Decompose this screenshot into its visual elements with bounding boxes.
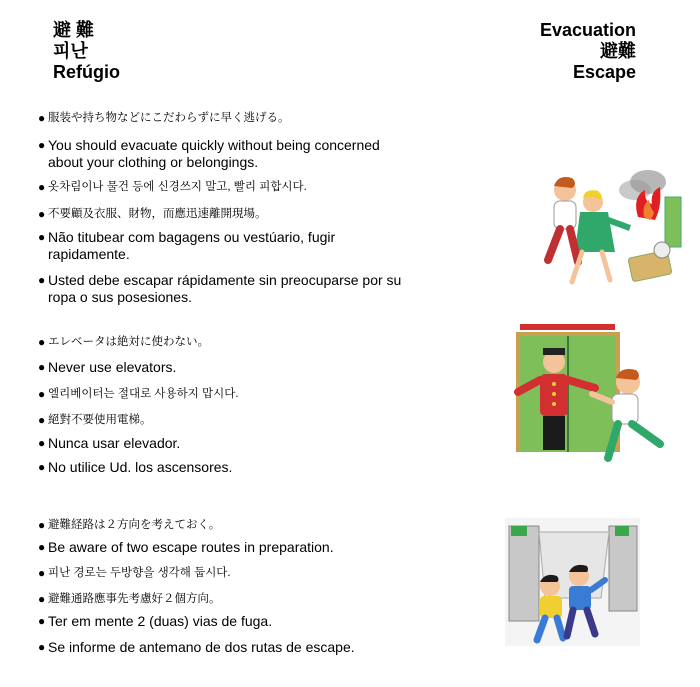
list-item: ● 避難経路は２方向を考えておく。 [38, 518, 221, 532]
list-item: ● 避難通路應事先考慮好２個方向。 [38, 592, 221, 606]
escape-routes-illustration [505, 518, 640, 646]
flee-fire-illustration [520, 162, 690, 292]
list-item: ● You should evacuate quickly without being concerned about your clothing or belongings. [38, 137, 380, 170]
list-item: ● Se informe de antemano de dos rutas de escape. [38, 639, 355, 655]
list-item: ● Não titubear com bagagens ou vestúario, fugir rapidamente. [38, 229, 336, 262]
list-item: ● 피난 경로는 두방향을 생각해 둡시다. [38, 566, 231, 580]
list-item: ● 絕對不要使用電梯。 [38, 413, 152, 427]
elevator-illustration [500, 322, 685, 467]
list-item: ● Ter em mente 2 (duas) vias de fuga. [38, 613, 273, 629]
title-kanji-left: 避 難 [53, 20, 95, 40]
title-english: Evacuation [539, 20, 636, 40]
list-item: ● No utilice Ud. los ascensores. [38, 459, 233, 475]
list-item: ● 엘리베이터는 절대로 사용하지 맙시다. [38, 387, 239, 401]
list-item: ● 服装や持ち物などにこだわらずに早く逃げる。 [38, 111, 290, 125]
list-item: ● Never use elevators. [38, 359, 177, 375]
header-left [53, 20, 120, 83]
list-item: ● Usted debe escapar rápidamente sin preocuparse por su ropa o sus posesiones. [38, 272, 402, 305]
list-item: ● Be aware of two escape routes in preparation. [38, 539, 334, 555]
header-right [540, 20, 636, 83]
title-portuguese: Refúgio [53, 62, 120, 82]
list-item: ● 옷차림이나 물건 등에 신경쓰지 말고, 빨리 피합시다. [38, 180, 307, 194]
list-item: ● Nunca usar elevador. [38, 435, 181, 451]
title-korean-left: 피난 [53, 41, 88, 61]
list-item: ● エレベータは絶対に使わない。 [38, 335, 209, 349]
title-kanji-right: 避難 [600, 41, 636, 61]
list-item: ● 不要顧及衣服、財物，而應迅速離開現場。 [38, 207, 267, 221]
title-escape: Escape [572, 62, 636, 82]
